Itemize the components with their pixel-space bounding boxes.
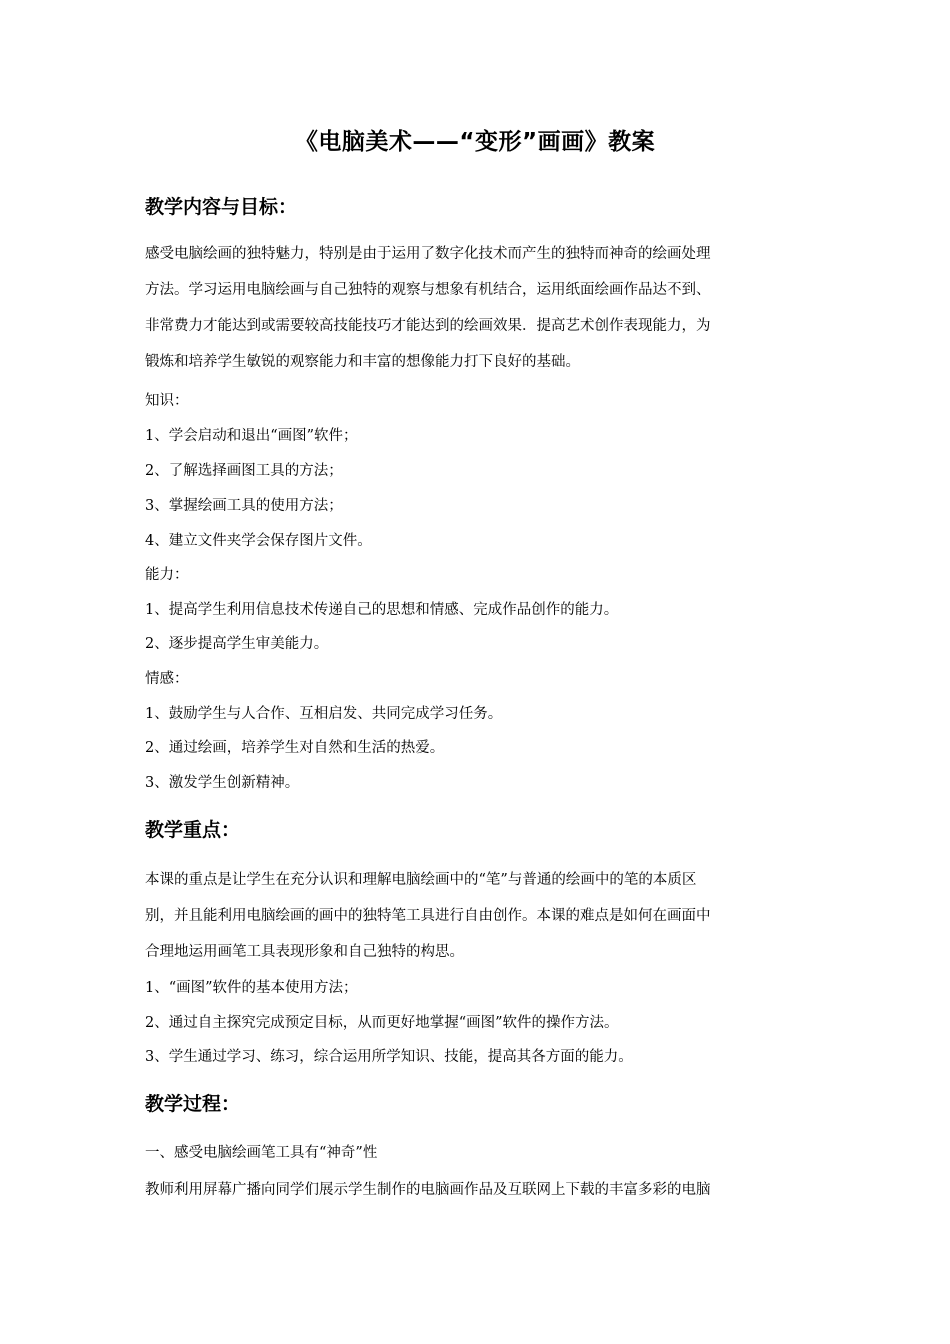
process-step: 一、感受电脑绘画笔工具有“神奇”性	[145, 1145, 378, 1161]
goals-intro-line: 感受电脑绘画的独特魅力，特别是由于运用了数字化技术而产生的独特而神奇的绘画处理	[145, 246, 711, 262]
section-heading-goals: 教学内容与目标：	[145, 196, 298, 218]
emotion-item: 1、鼓励学生与人合作、互相启发、共同完成学习任务。	[145, 706, 503, 722]
goals-intro-line: 非常费力才能达到或需要较高技能技巧才能达到的绘画效果．提高艺术创作表现能力，为	[145, 318, 711, 334]
emotion-item: 2、通过绘画，培养学生对自然和生活的热爱。	[145, 740, 445, 756]
knowledge-item: 1、学会启动和退出“画图”软件；	[145, 428, 358, 444]
key-points-intro-line: 合理地运用画笔工具表现形象和自己独特的构思。	[145, 944, 464, 960]
key-point-item: 3、学生通过学习、练习，综合运用所学知识、技能，提高其各方面的能力。	[145, 1049, 633, 1065]
process-step-text: 教师利用屏幕广播向同学们展示学生制作的电脑画作品及互联网上下载的丰富多彩的电脑	[145, 1182, 711, 1198]
section-heading-key-points: 教学重点：	[145, 819, 241, 841]
goals-intro-line: 方法。学习运用电脑绘画与自己独特的观察与想象有机结合，运用纸面绘画作品达不到、	[145, 282, 711, 298]
goals-intro-line: 锻炼和培养学生敏锐的观察能力和丰富的想像能力打下良好的基础。	[145, 354, 580, 370]
key-points-intro-line: 本课的重点是让学生在充分认识和理解电脑绘画中的“笔”与普通的绘画中的笔的本质区	[145, 872, 697, 888]
knowledge-label: 知识：	[145, 393, 189, 409]
ability-item: 2、逐步提高学生审美能力。	[145, 636, 329, 652]
document-title: 《电脑美术——“变形”画画》教案	[294, 129, 656, 155]
section-heading-process: 教学过程：	[145, 1093, 241, 1115]
key-point-item: 1、“画图”软件的基本使用方法；	[145, 980, 358, 996]
knowledge-item: 3、掌握绘画工具的使用方法；	[145, 498, 343, 514]
ability-item: 1、提高学生利用信息技术传递自己的思想和情感、完成作品创作的能力。	[145, 602, 619, 618]
emotion-label: 情感：	[145, 671, 189, 687]
key-points-intro-line: 别，并且能利用电脑绘画的画中的独特笔工具进行自由创作。本课的难点是如何在画面中	[145, 908, 711, 924]
knowledge-item: 2、了解选择画图工具的方法；	[145, 463, 343, 479]
emotion-item: 3、激发学生创新精神。	[145, 775, 300, 791]
ability-label: 能力：	[145, 567, 189, 583]
knowledge-item: 4、建立文件夹学会保存图片文件。	[145, 533, 372, 549]
key-point-item: 2、通过自主探究完成预定目标，从而更好地掌握“画图”软件的操作方法。	[145, 1015, 619, 1031]
